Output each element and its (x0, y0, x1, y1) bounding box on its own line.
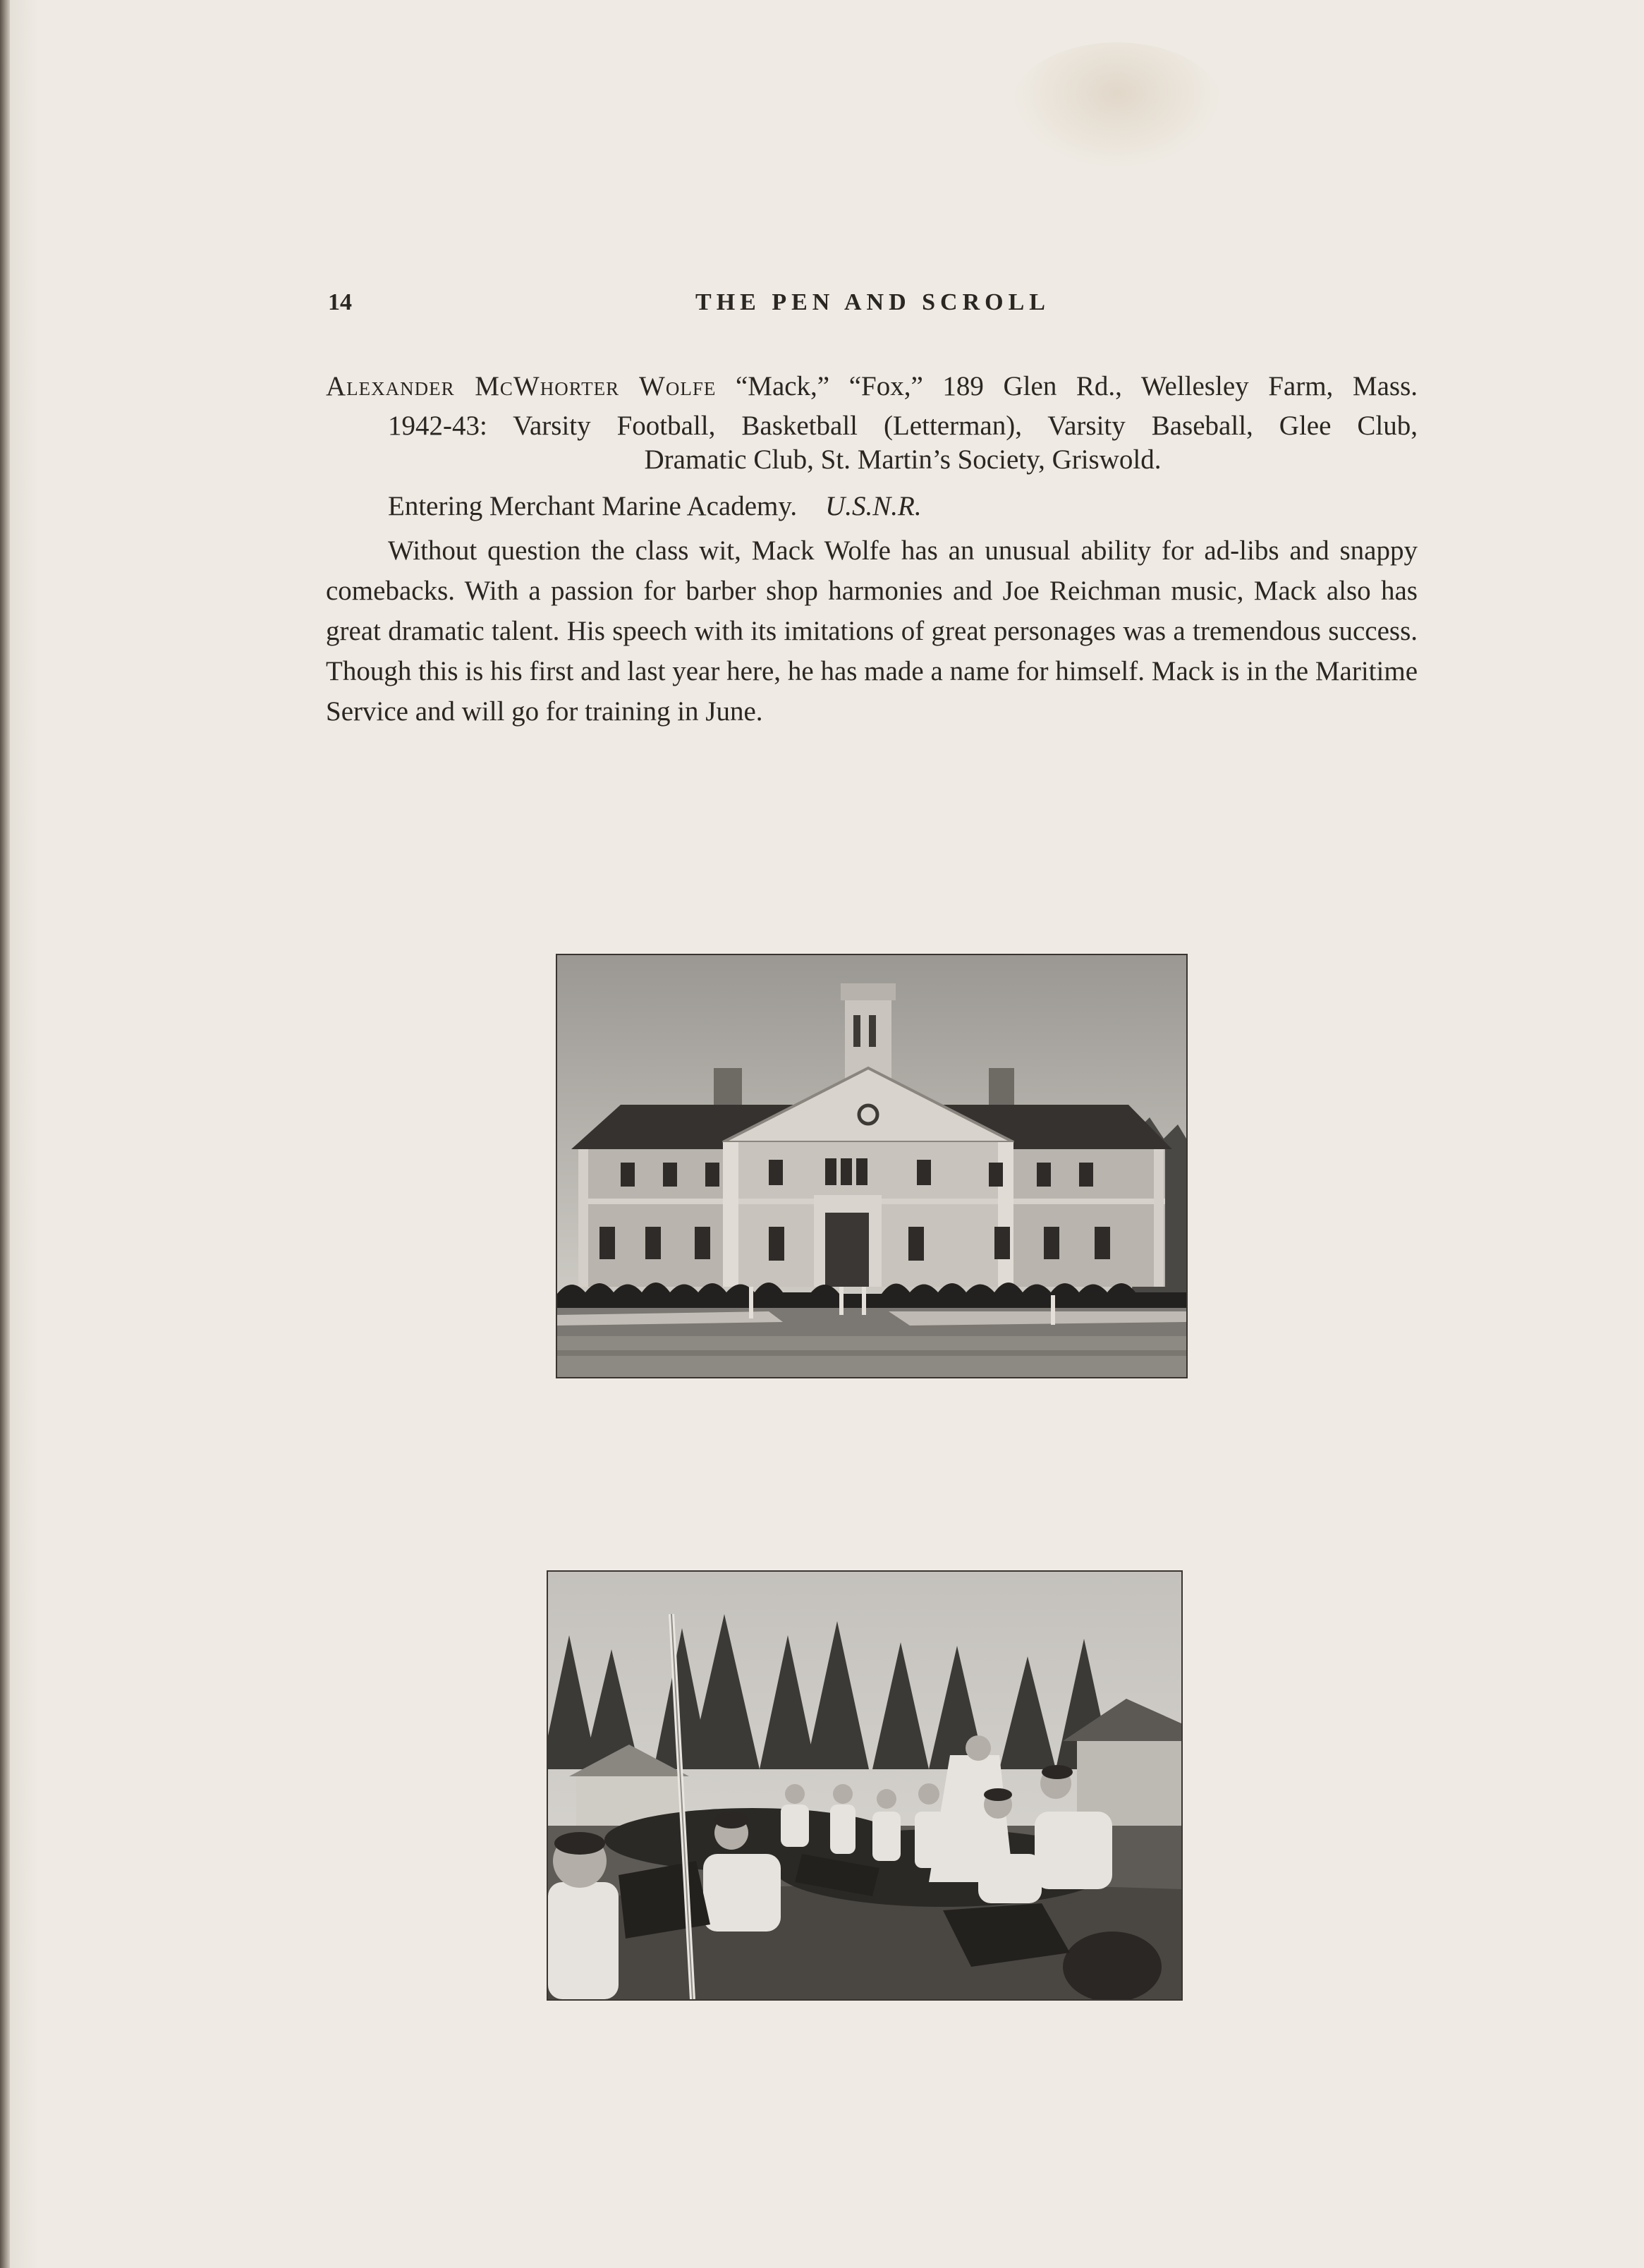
student-address: 189 Glen Rd., Wellesley Farm, Mass. (942, 371, 1418, 401)
students-on-lawn-photo (547, 1570, 1183, 2001)
book-spine-edge (0, 0, 10, 2268)
plans-line (388, 487, 1418, 526)
activities-list-2: Dramatic Club, St. Martin’s Society, Griswold. (644, 444, 1162, 475)
biography-paragraph: Without question the class wit, Mack Wolfe has an unusual ability for ad-libs and snappy comebacks. With a passion for barber shop harmonies and Joe Reichman music, Mack also has great dramatic talent. His speech with its imitations of great personages was a tremendous success. Though this is his first and last year here, he has made a name for himself. Mack is in the Maritime Service and will go for training in June. (326, 535, 1418, 727)
student-nicknames: “Mack,” “Fox,” (735, 371, 923, 401)
running-title: THE PEN AND SCROLL (695, 289, 1050, 315)
page-number: 14 (328, 289, 352, 315)
future-plans: Entering Merchant Marine Academy. (388, 491, 798, 521)
name-line (326, 367, 1418, 406)
plans-note: U.S.N.R. (825, 491, 922, 521)
crowd-illustration (548, 1572, 1181, 1999)
activities-list-1: Varsity Football, Basketball (Letterman), Varsity Baseball, Glee Club, (513, 411, 1418, 441)
senior-entry (326, 367, 1418, 732)
student-name: Alexander McWhorter Wolfe (326, 371, 717, 401)
activities-year: 1942-43: (388, 411, 487, 441)
building-illustration (557, 955, 1186, 1377)
school-building-photo (556, 954, 1188, 1378)
paper-stain (1011, 42, 1223, 169)
page-header (328, 289, 1418, 325)
